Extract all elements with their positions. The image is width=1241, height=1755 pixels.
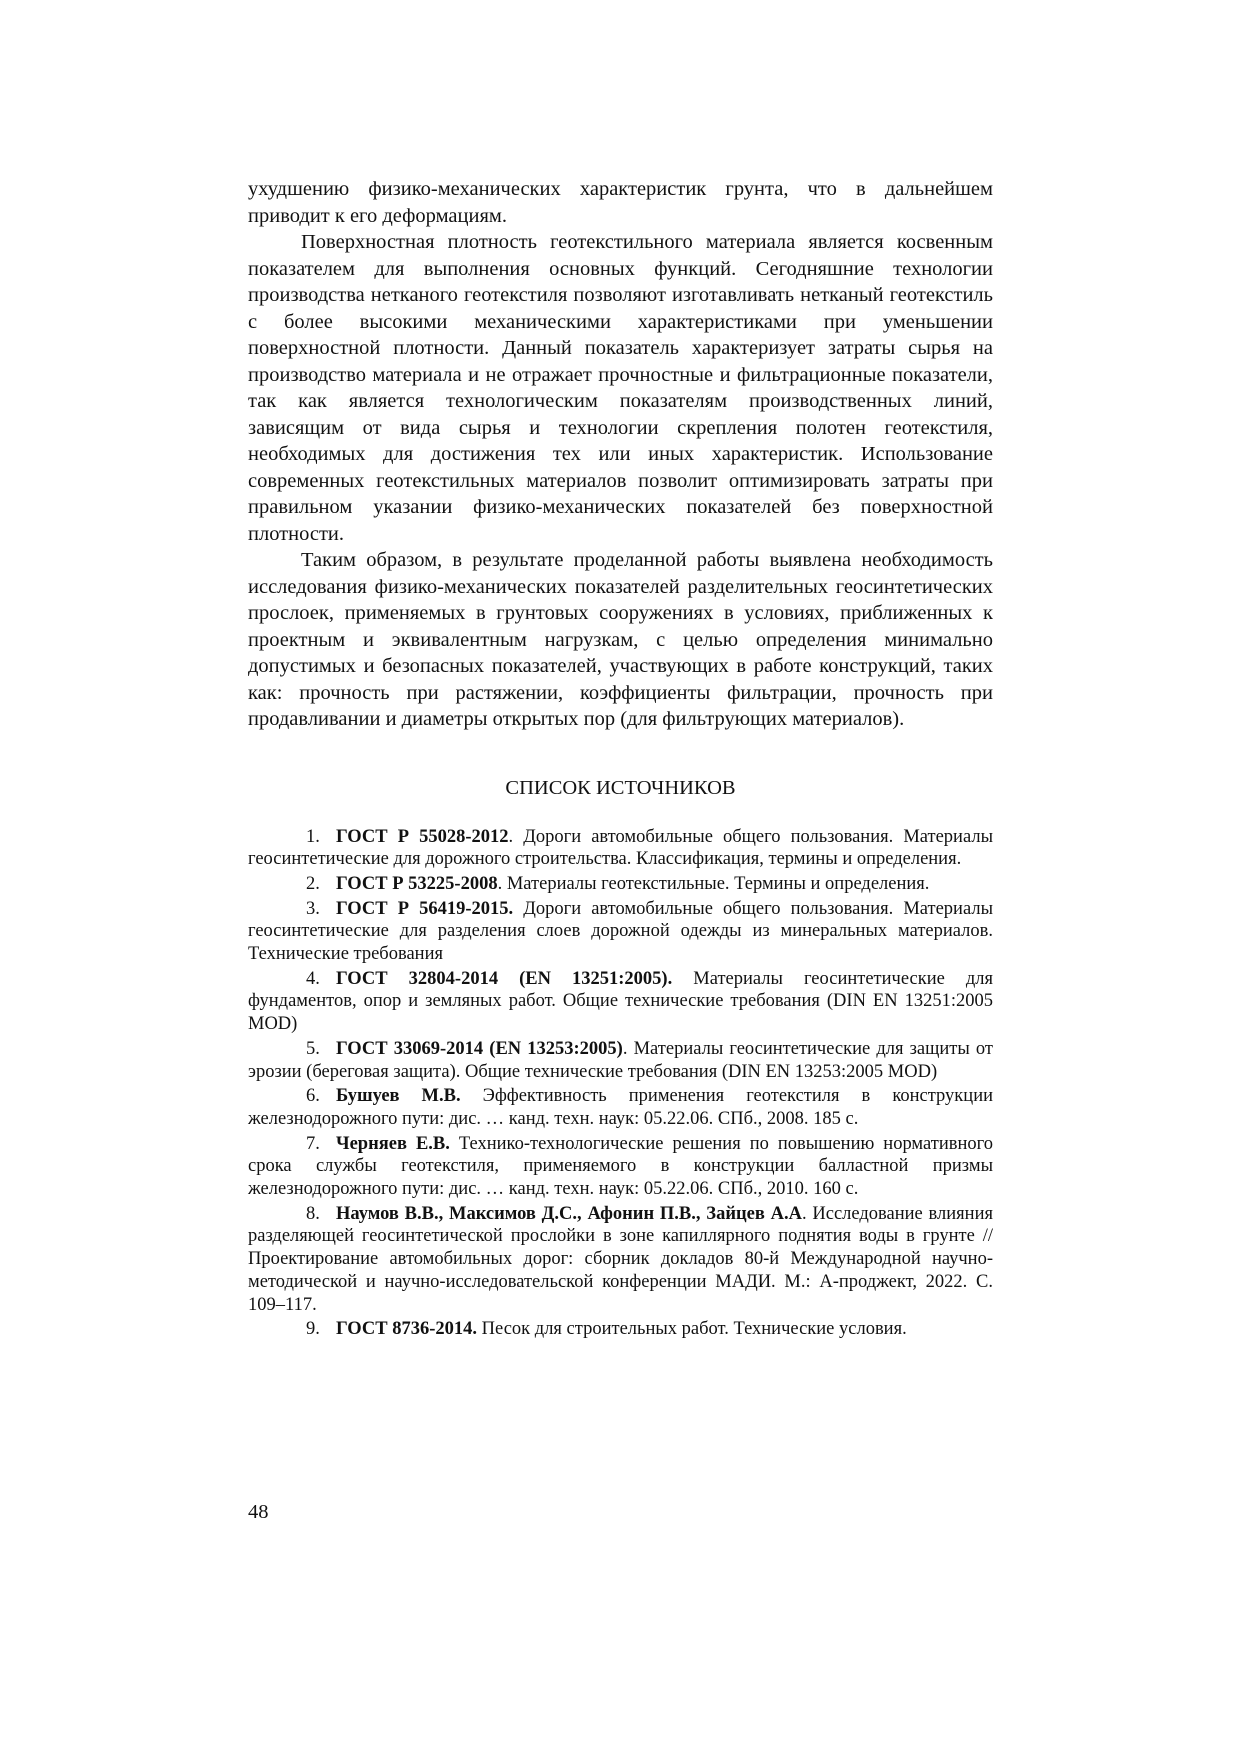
reference-text: . Материалы геосинтетические для защиты от эрозии (береговая защита). Общие технические требования (DIN EN 13253:2005 MOD) [248, 1038, 994, 1082]
reference-number: 3. [306, 898, 320, 919]
body-paragraph-1: ухудшению физико-механических характеристик грунта, что в дальнейшем приводит к его деформациям. [248, 178, 993, 227]
reference-item [248, 1133, 993, 1201]
reference-source: ГОСТ 8736-2014. [336, 1319, 478, 1340]
reference-author: Наумов В.В., Максимов Д.С., Афонин П.В., Зайцев А.А [336, 1203, 802, 1224]
reference-number: 4. [306, 968, 320, 989]
reference-item [248, 826, 993, 871]
reference-source: ГОСТ Р 56419-2015. [336, 898, 514, 919]
references-heading: СПИСОК ИСТОЧНИКОВ [505, 776, 736, 799]
reference-source: ГОСТ 33069-2014 (EN 13253:2005) [336, 1038, 623, 1059]
reference-number: 7. [306, 1133, 320, 1154]
reference-author: Черняев Е.В. [336, 1133, 450, 1154]
reference-item [248, 1085, 993, 1130]
reference-source: ГОСТ Р 53225-2008 [336, 873, 498, 894]
references-list [248, 826, 993, 1341]
reference-number: 8. [306, 1203, 320, 1224]
reference-item [248, 1038, 993, 1083]
reference-number: 2. [306, 873, 320, 894]
reference-text: Дороги автомобильные общего пользования. Материалы геосинтетические для разделения слоев дорожной одежды из минеральных материалов. Технические требования [248, 898, 993, 965]
reference-item [248, 1318, 993, 1341]
reference-text: . Исследование влияния разделяющей геосинтетической прослойки в зоне капиллярного поднятия воды в грунте // Проектирование автомобильных дорог: сборник докладов 80-й Международной научно-методической и научно-исследовательской конференции МАДИ. М.: А-проджект, 2022. С. 109–117. [248, 1203, 993, 1315]
reference-number: 1. [306, 826, 320, 847]
body-paragraph-2: Поверхностная плотность геотекстильного материала является косвенным показателем для выполнения основных функций. Сегодняшние технологии производства нетканого геотекстиля позволяют изготавливать нетканый геотекстиль с более высокими механическими характеристиками при уменьшении поверхностной плотности. Данный показатель характеризует затраты сырья на производство материала и не отражает прочностные и фильтрационные показатели, так как является технологическим показателям производственных линий, зависящим от вида сырья и технологии скрепления полотен геотекстиля, необходимых для достижения тех или иных характеристик. Использование современных геотекстильных материалов позволит оптимизировать затраты при правильном указании физико-механических показателей без поверхностной плотности. [248, 231, 993, 545]
reference-number: 9. [306, 1319, 320, 1340]
body-paragraph-3: Таким образом, в результате проделанной работы выявлена необходимость исследования физико-механических показателей разделительных геосинтетических прослоек, применяемых в грунтовых сооружениях в условиях, приближенных к проектным и эквивалентным нагрузкам, с целью определения минимально допустимых и безопасных показателей, участвующих в работе конструкций, таких как: прочность при растяжении, коэффициенты фильтрации, прочность при продавливании и диаметры открытых пор (для фильтрующих материалов). [248, 549, 993, 730]
reference-author: Бушуев М.В. [336, 1086, 461, 1107]
reference-item [248, 1203, 993, 1317]
reference-item [248, 873, 993, 896]
reference-text: Материалы геосинтетические для фундаментов, опор и земляных работ. Общие технические требования (DIN EN 13251:2005 MOD) [248, 968, 993, 1035]
reference-text: Технико-технологические решения по повышению нормативного срока службы геотекстиля, применяемого в конструкции балластной призмы железнодорожного пути: дис. … канд. техн. наук: 05.22.06. СПб., 2010. 160 с. [248, 1133, 993, 1200]
reference-number: 6. [306, 1086, 320, 1107]
reference-text: Песок для строительных работ. Технические условия. [477, 1319, 907, 1340]
page-content [248, 176, 993, 1343]
reference-item [248, 898, 993, 966]
page-number: 48 [248, 1501, 269, 1523]
reference-item [248, 968, 993, 1036]
reference-source: ГОСТ 32804-2014 (EN 13251:2005). [336, 968, 673, 989]
reference-text: . Материалы геотекстильные. Термины и определения. [497, 873, 930, 894]
reference-text: . Дороги автомобильные общего пользования. Материалы геосинтетические для дорожного строительства. Классификация, термины и определения. [248, 826, 993, 870]
reference-source: ГОСТ Р 55028-2012 [336, 826, 509, 847]
reference-number: 5. [306, 1038, 320, 1059]
reference-text: Эффективность применения геотекстиля в конструкции железнодорожного пути: дис. … канд. техн. наук: 05.22.06. СПб., 2008. 185 с. [248, 1086, 993, 1129]
